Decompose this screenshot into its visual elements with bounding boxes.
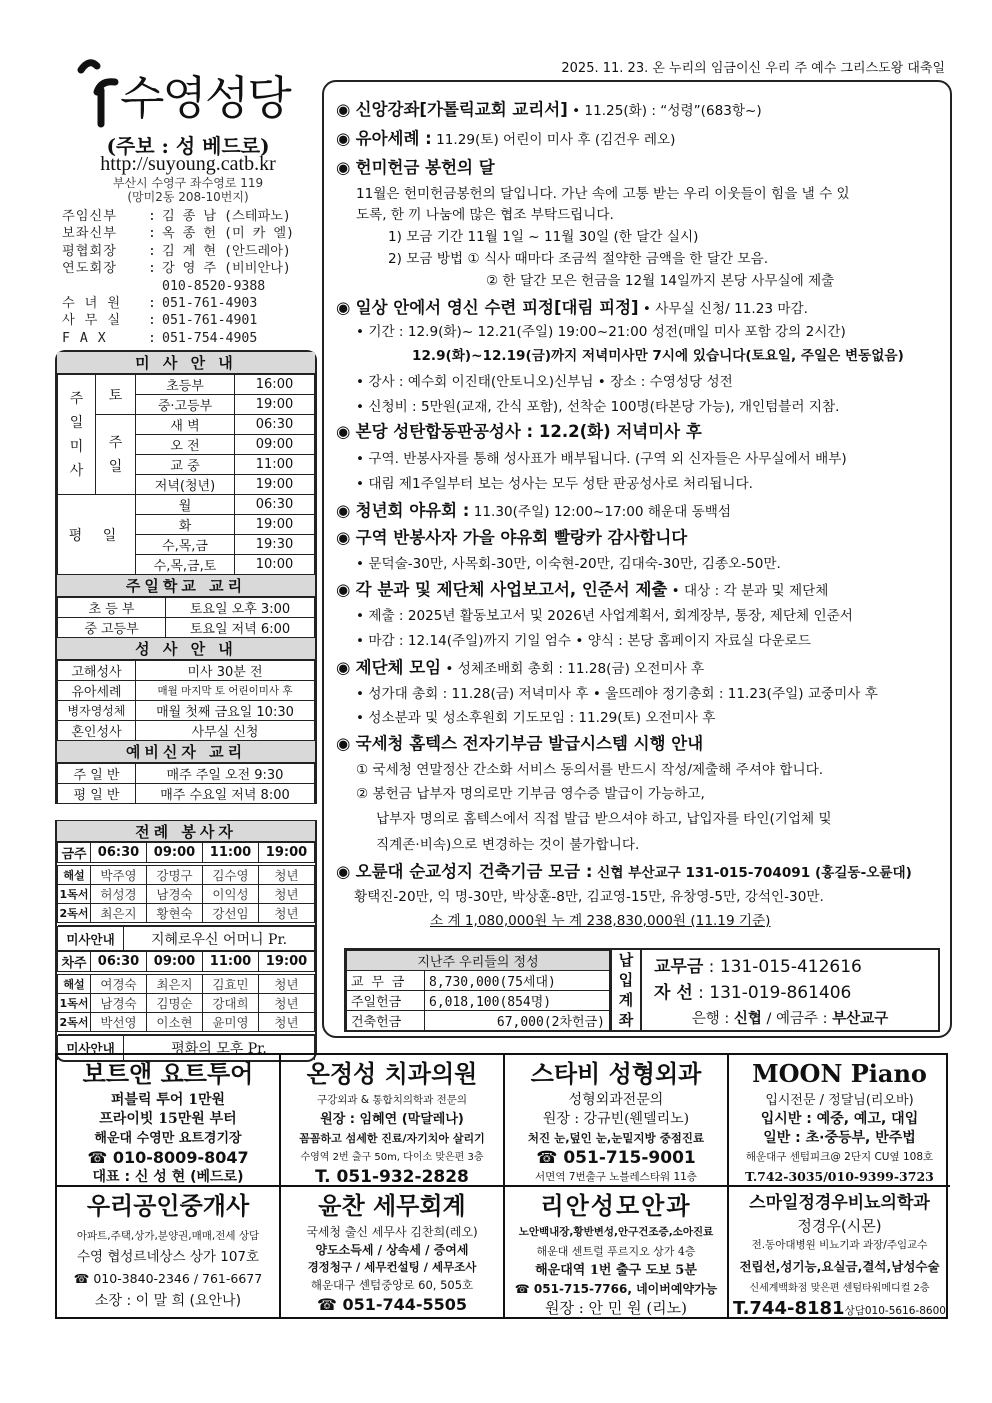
ad-line: 해운대구 센텀피크@ 2단지 CU옆 108호 xyxy=(745,1151,934,1163)
notice-line: 황택진-20만, 익 명-30만, 박상훈-8만, 김교영-15만, 유창영-5만, 강석인-30만. xyxy=(354,889,824,905)
mass-time: 09:00 xyxy=(235,435,315,455)
mass-time: 19:00 xyxy=(235,395,315,415)
staff-row: 사 무 실 : 051-761-4901 xyxy=(62,313,258,329)
mass-name: 화 xyxy=(136,515,235,535)
fund-totals: 소 계 1,080,000원 누 계 238,830,000원 (11.19 기준) xyxy=(430,913,771,929)
week-label: 차주 xyxy=(58,952,91,972)
ad-title: 우리공인중개사 xyxy=(86,1191,250,1220)
notice-line: ② 한 달간 모은 헌금을 12월 14일까지 본당 사무실에 제출 xyxy=(486,273,835,289)
ad-yacht-tour xyxy=(57,1055,281,1187)
guide-value: 평화의 모후 Pr. xyxy=(124,1036,315,1060)
address-line-2: (망미2동 208-10번지) xyxy=(127,190,249,204)
saturday-label: 토 xyxy=(96,375,136,415)
notice-group-meetings xyxy=(336,654,704,678)
notice-line: • 강사 : 예수회 이진태(안토니오)신부님 • 장소 : 수영성당 성전 xyxy=(356,374,733,390)
ads-grid xyxy=(55,1053,948,1319)
mass-name: 오 전 xyxy=(136,435,235,455)
ad-title: 보트앤 요트투어 xyxy=(82,1060,254,1088)
time-col: 06:30 xyxy=(91,843,147,863)
mass-time: 06:30 xyxy=(235,495,315,515)
ad-moon-piano xyxy=(729,1055,950,1187)
guide-label: 미사안내 xyxy=(58,1036,124,1060)
notice-detail: 신협 부산교구 131-015-704091 (홍길동-오륜대) xyxy=(592,865,912,881)
server-name: 황현숙 xyxy=(147,904,203,923)
server-name: 최은지 xyxy=(147,975,203,994)
server-name: 남경숙 xyxy=(147,885,203,904)
time-col: 19:00 xyxy=(259,843,315,863)
offering-value: 6,018,100(854명) xyxy=(425,991,610,1011)
mass-time: 10:00 xyxy=(235,555,315,575)
sacraments-title: 성 사 안 내 xyxy=(57,638,315,660)
mass-name: 수,목,금 xyxy=(136,535,235,555)
offering-label: 교 무 금 xyxy=(347,971,425,991)
row-label: 평 일 반 xyxy=(58,784,136,804)
notice-line: 납부자 명의로 홈텍스에서 직접 발급 받으셔야 하고, 납입자를 타인(기업체 및 xyxy=(376,811,832,827)
role-label: 2독서 xyxy=(58,1013,91,1032)
mass-name: 월 xyxy=(136,495,235,515)
staff-row xyxy=(62,278,312,295)
server-name: 청년 xyxy=(259,866,315,885)
ad-phone: ☎ 010-3840-2346 / 761-6677 xyxy=(73,1271,263,1286)
jubo-title: (주보 : 성 베드로) xyxy=(106,134,270,158)
notice-line: ② 봉헌금 납부자 명의로만 기부금 영수증 발급이 가능하고, xyxy=(356,786,705,802)
role-label: 1독서 xyxy=(58,885,91,904)
row-value: 매주 주일 오전 9:30 xyxy=(136,764,315,784)
server-name: 김효민 xyxy=(203,975,259,994)
time-col: 09:00 xyxy=(147,952,203,972)
server-name: 이소현 xyxy=(147,1013,203,1032)
catechumen-table xyxy=(57,763,315,804)
mass-schedule-table xyxy=(57,374,315,575)
staff-name: 옥 종 헌 (미 카 엘) xyxy=(162,226,295,242)
ad-line: 꼼꼼하고 섬세한 진료/자기치아 살리기 xyxy=(299,1132,485,1145)
offering-panel xyxy=(344,948,940,1032)
mass-name: 초등부 xyxy=(136,375,235,395)
offering-label: 건축헌금 xyxy=(347,1011,425,1031)
parish-logo xyxy=(75,50,305,130)
ad-line: 전.동아대병원 비뇨기과 과장/주임교수 xyxy=(751,1239,928,1251)
ad-line: 프라이빗 15만원 부터 xyxy=(99,1111,237,1127)
time-col: 09:00 xyxy=(147,843,203,863)
ad-title: 스마일정경우비뇨의학과 xyxy=(749,1193,930,1213)
time-col: 19:00 xyxy=(259,952,315,972)
row-label: 중 고등부 xyxy=(58,618,166,638)
server-name: 최은지 xyxy=(91,904,147,923)
notice-line: • 대림 제1주일부터 보는 성사는 모두 성탄 판공성사로 처리됩니다. xyxy=(356,476,753,492)
notice-line: ① 국세청 연말정산 간소화 서비스 동의서를 반드시 작성/제출해 주셔야 합니다. xyxy=(356,762,824,778)
sacraments-table xyxy=(57,660,315,741)
server-name: 박주영 xyxy=(91,866,147,885)
liturgy-this-week-table xyxy=(57,842,315,926)
bank-info xyxy=(654,1006,926,1032)
notice-line: • 제출 : 2025년 활동보고서 및 2026년 사업계획서, 회계장부, 통장, 제단체 인준서 xyxy=(356,608,853,624)
account-row xyxy=(654,954,926,980)
time-col: 06:30 xyxy=(91,952,147,972)
staff-row: 수 녀 원 : 051-761-4903 xyxy=(62,296,258,312)
mass-time: 19:30 xyxy=(235,535,315,555)
offering-value: 8,730,000(75세대) xyxy=(425,971,610,991)
server-name: 청년 xyxy=(259,975,315,994)
liturgy-title: 전례 봉사자 xyxy=(57,820,315,842)
ad-line: 해운대역 1번 출구 도보 5분 xyxy=(535,1263,697,1278)
notice-line: 11월은 헌미헌금봉헌의 달입니다. 가난 속에 고통 받는 우리 이웃들이 힘을 낼 수 있 xyxy=(356,186,850,202)
ad-line: 전립선,성기능,요실금,결석,남성수술 xyxy=(739,1259,940,1274)
server-name: 남경숙 xyxy=(91,994,147,1013)
ad-title: MOON Piano xyxy=(752,1059,927,1088)
server-name: 여경숙 xyxy=(91,975,147,994)
staff-phone: 010-8520-9388 xyxy=(162,278,266,294)
mass-time: 06:30 xyxy=(235,415,315,435)
staff-role: 주임신부 xyxy=(62,209,117,224)
server-name: 이익성 xyxy=(203,885,259,904)
bank-name: 신협 xyxy=(733,1011,762,1027)
weekday-label: 평 일 xyxy=(58,495,136,575)
server-name: 김수영 xyxy=(203,866,259,885)
mass-name: 교 중 xyxy=(136,455,235,475)
ad-line: 국세청 출신 세무사 김찬희(레오) xyxy=(306,1225,478,1239)
ad-line: 해운대 수영만 요트경기장 xyxy=(94,1131,242,1146)
offering-title: 지난주 우리들의 정성 xyxy=(347,951,610,971)
sunday-school-title: 주일학교 교리 xyxy=(57,575,315,597)
notice-detail: • 사무실 신청/ 11.23 마감. xyxy=(638,301,808,317)
notice-title: ◉ 본당 성탄합동판공성사 : 12.2(화) 저녁미사 후 xyxy=(336,422,702,441)
row-label: 초 등 부 xyxy=(58,598,166,618)
staff-row: 평협회장 : 김 계 현 (안드레아) xyxy=(62,243,291,259)
row-value: 사무실 신청 xyxy=(136,721,315,741)
sunday-label: 주 일 xyxy=(96,415,136,495)
ad-line: 노안백내장,황반변성,안구건조증,소아진료 xyxy=(518,1226,714,1238)
row-value: 매주 수요일 저녁 8:00 xyxy=(136,784,315,804)
address xyxy=(58,176,318,204)
row-label: 유아세례 xyxy=(58,681,136,701)
ad-line: 경정청구 / 세무컨설팅 / 세무조사 xyxy=(307,1260,477,1274)
ad-line: 원장 : 임혜연 (막달레나) xyxy=(320,1112,464,1127)
account-row xyxy=(654,980,926,1006)
server-name: 강선임 xyxy=(203,904,259,923)
notice-title: ◉ 헌미헌금 봉헌의 달 xyxy=(336,158,495,177)
server-name: 청년 xyxy=(259,1013,315,1032)
notice-line: • 문덕술-30만, 사목회-30만, 이숙현-20만, 김대숙-30만, 김종오-50만. xyxy=(356,556,781,572)
cross-logo-icon xyxy=(75,50,125,130)
staff-phone: 051-761-4901 xyxy=(162,313,258,329)
sunday-school-table xyxy=(57,597,315,638)
mass-time: 19:00 xyxy=(235,475,315,495)
ad-line: 입시반 : 예중, 예고, 대입 xyxy=(760,1111,919,1127)
server-name: 강대희 xyxy=(203,994,259,1013)
ad-line: 대표 : 신 성 현 (베드로) xyxy=(92,1169,244,1185)
account-list xyxy=(642,950,938,1030)
staff-phone: 051-761-4903 xyxy=(162,296,258,312)
ad-phone: ☎ 010-8009-8047 xyxy=(87,1148,249,1167)
notice-title: ◉ 구역 반봉사자 가을 야유회 빨랑카 감사합니다 xyxy=(336,528,687,547)
server-name: 청년 xyxy=(259,904,315,923)
notice-detail: • 대상 : 각 분과 및 제단체 xyxy=(667,583,829,599)
time-col: 11:00 xyxy=(203,952,259,972)
ad-phone: ☎ 051-715-7766, 네이버예약가능 xyxy=(514,1282,718,1296)
server-name: 청년 xyxy=(259,994,315,1013)
deposit-account-label xyxy=(610,950,642,1030)
staff-name: 김 종 남 (스테파노) xyxy=(162,209,291,224)
notice-infant-baptism xyxy=(336,125,675,149)
staff-phone: 051-754-4905 xyxy=(162,330,258,346)
offering-table xyxy=(346,950,610,1031)
server-name: 윤미영 xyxy=(203,1013,259,1032)
ad-eye-clinic xyxy=(505,1187,729,1319)
mass-name: 수,목,금,토 xyxy=(136,555,235,575)
staff-role: 평협회장 xyxy=(62,243,117,259)
notice-line: 1) 모금 기간 11월 1일 ~ 11월 30일 (한 달간 실시) xyxy=(388,229,699,245)
notice-title: ◉ 오륜대 순교성지 건축기금 모금 : xyxy=(336,862,592,881)
ad-line: 퍼블릭 투어 1만원 xyxy=(110,1092,226,1108)
label-char: 납 xyxy=(618,951,634,969)
account-number: : 131-015-412616 xyxy=(703,957,862,977)
staff-row: 주임신부 : 김 종 남 (스테파노) xyxy=(62,209,291,224)
mass-name: 새 벽 xyxy=(136,415,235,435)
notice-detail: 11.29(토) 어린이 미사 후 (김건우 레오) xyxy=(431,132,676,148)
mass-time: 19:00 xyxy=(235,515,315,535)
notice-title: ◉ 유아세례 : xyxy=(336,129,432,148)
ad-phone: ☎ 051-715-9001 xyxy=(536,1148,696,1168)
role-label: 해설 xyxy=(58,866,91,885)
staff-name: 강 영 주 (비비안나) xyxy=(162,261,291,277)
liturgy-servers-panel xyxy=(55,820,317,1062)
row-value: 토요일 저녁 6:00 xyxy=(166,618,315,638)
ad-urology xyxy=(729,1187,950,1319)
account-label: 교무금 xyxy=(654,957,704,977)
ad-line: 양도소득세 / 상속세 / 증여세 xyxy=(315,1243,469,1257)
week-label: 금주 xyxy=(58,843,91,863)
ad-line: 성형외과전문의 xyxy=(568,1092,664,1108)
liturgy-next-week-table xyxy=(57,951,315,1035)
ad-line: 해운대 센트럴 푸르지오 상가 4층 xyxy=(536,1245,696,1258)
label-char: 좌 xyxy=(618,1011,634,1029)
staff-name: 김 계 현 (안드레아) xyxy=(162,243,291,259)
ad-title: 스타비 성형외과 xyxy=(530,1060,702,1088)
ad-consult-phone: 상담010-5616-8600 xyxy=(844,1305,946,1317)
ad-title: 리안성모안과 xyxy=(540,1192,692,1220)
ad-line: 신세계백화점 맞은편 센텀타워메디컬 2층 xyxy=(749,1283,930,1294)
staff-row: 연도회장 : 강 영 주 (비비안나) xyxy=(62,261,291,277)
ad-line: 서면역 7번출구 노블레스타워 11층 xyxy=(535,1171,697,1183)
mass-time: 16:00 xyxy=(235,375,315,395)
notice-line: 직계존·비속)으로 변경하는 것이 불가합니다. xyxy=(376,837,640,853)
ad-line: 정경우(시몬) xyxy=(797,1217,882,1235)
label-char: 입 xyxy=(618,971,634,989)
ad-line: 구강외과 & 통합치의학과 전문의 xyxy=(316,1094,468,1106)
guide-value: 지혜로우신 어머니 Pr. xyxy=(124,927,315,951)
liturgy-this-week-guide xyxy=(57,926,315,951)
notice-rice-offering xyxy=(336,154,495,178)
account-label: 자 선 xyxy=(654,983,693,1003)
notice-line: 12.9(화)~12.19(금)까지 저녁미사만 7시에 있습니다(토요일, 주일은 변동없음) xyxy=(412,348,904,364)
row-label: 병자영성체 xyxy=(58,701,136,721)
ad-phone: T. 051-932-2828 xyxy=(315,1167,469,1187)
holder-prefix: / 예금주 : xyxy=(761,1011,833,1027)
ad-line: 소장 : 이 말 희 (요안나) xyxy=(94,1293,242,1309)
ad-title: 온정성 치과의원 xyxy=(306,1060,478,1088)
notice-line: • 마감 : 12.14(주일)까지 기일 엄수 • 양식 : 본당 홈페이지 자료실 다운로드 xyxy=(356,633,811,649)
staff-role: 연도회장 xyxy=(62,261,117,277)
ad-phone: T.744-8181 xyxy=(733,1298,845,1319)
ad-plastic-surgery xyxy=(505,1055,729,1187)
notice-detail: 11.30(주일) 12:00~17:00 해운대 동백섬 xyxy=(469,504,731,520)
row-label: 고해성사 xyxy=(58,661,136,681)
notice-youth-picnic xyxy=(336,497,731,521)
notice-title: ◉ 일상 안에서 영신 수련 피정[대림 피정] xyxy=(336,298,639,317)
ad-phone: T.742-3035/010-9399-3723 xyxy=(745,1169,934,1184)
notices-panel xyxy=(322,80,952,1038)
role-label: 2독서 xyxy=(58,904,91,923)
row-value: 토요일 오후 3:00 xyxy=(166,598,315,618)
row-label: 주 일 반 xyxy=(58,764,136,784)
website-link[interactable]: http://suyoung.catb.kr xyxy=(100,153,276,175)
ad-line: 일반 : 초·중등부, 반주법 xyxy=(763,1130,916,1146)
notice-line: • 성가대 총회 : 11.28(금) 저녁미사 후 • 울뜨레야 정기총회 : 11.23(주일) 교중미사 후 xyxy=(356,686,878,702)
ad-line: 원장 : 안 민 원 (리노) xyxy=(544,1299,688,1317)
server-name: 강명구 xyxy=(147,866,203,885)
ad-line: 처진 눈,덮인 눈,눈밑지방 중점진료 xyxy=(527,1131,705,1145)
notice-line: • 기간 : 12.9(화)~ 12.21(주일) 19:00~21:00 성전(매일 미사 포함 강의 2시간) xyxy=(356,324,846,340)
ad-tax-accountant xyxy=(281,1187,505,1319)
server-name: 김명순 xyxy=(147,994,203,1013)
server-name: 청년 xyxy=(259,885,315,904)
notice-advent-retreat xyxy=(336,294,808,318)
address-line-1: 부산시 수영구 좌수영로 119 xyxy=(112,176,264,190)
ad-line: 아파트,주택,상가,분양권,매매,전세 상담 xyxy=(76,1230,260,1242)
row-value: 매월 첫째 금요일 10:30 xyxy=(136,701,315,721)
offering-value: 67,000(2차헌금) xyxy=(425,1011,610,1031)
staff-row: F A X : 051-754-4905 xyxy=(62,330,258,346)
account-holder: 부산교구 xyxy=(832,1011,889,1027)
time-col: 11:00 xyxy=(203,843,259,863)
ad-line: 수영 협성르네상스 상가 107호 xyxy=(76,1249,260,1265)
notice-title: ◉ 신앙강좌[가톨릭교회 교리서] xyxy=(336,100,568,119)
mass-name: 저녁(청년) xyxy=(136,475,235,495)
notice-title: ◉ 국세청 홈텍스 전자기부금 발급시스템 시행 안내 xyxy=(336,734,703,753)
ad-dental xyxy=(281,1055,505,1187)
notice-line: • 성소분과 및 성소후원회 기도모임 : 11.29(토) 오전미사 후 xyxy=(356,710,716,726)
notice-faith-lecture xyxy=(336,96,762,120)
staff-role: 보좌신부 xyxy=(62,226,117,242)
notice-thanks xyxy=(336,524,687,548)
guide-label: 미사안내 xyxy=(58,927,124,951)
ad-phone: ☎ 051-744-5505 xyxy=(316,1295,468,1314)
row-value: 매월 마지막 토 어린이미사 후 xyxy=(136,681,315,701)
ad-title: 윤찬 세무회계 xyxy=(318,1192,466,1220)
notice-line: 도록, 한 끼 나눔에 많은 협조 부탁드립니다. xyxy=(356,207,614,223)
notice-detail: • 11.25(화) : “성령”(683항~) xyxy=(567,103,762,119)
role-label: 해설 xyxy=(58,975,91,994)
notice-line: • 신청비 : 5만원(교재, 간식 포함), 선착순 100명(타본당 가능), 개인텀블러 지참. xyxy=(356,399,840,415)
notice-line: • 구역. 반봉사자를 통해 성사표가 배부됩니다. (구역 외 신자들은 사무실에서 배부) xyxy=(356,451,847,467)
server-name: 박선영 xyxy=(91,1013,147,1032)
account-number: : 131-019-861406 xyxy=(692,983,852,1003)
staff-role: 수 녀 원 xyxy=(62,296,122,312)
ad-line: 수영역 2번 출구 50m, 다이소 맞은편 3층 xyxy=(300,1152,484,1163)
notice-christmas-confession xyxy=(336,418,702,442)
offering-label: 주일헌금 xyxy=(347,991,425,1011)
staff-role: F A X xyxy=(62,330,107,346)
notice-line: 2) 모금 방법 ① 식사 때마다 조금씩 절약한 금액을 한 달간 모음. xyxy=(388,251,769,267)
staff-directory xyxy=(62,208,312,347)
mass-schedule-title: 미 사 안 내 xyxy=(57,352,315,374)
role-label: 1독서 xyxy=(58,994,91,1013)
notice-detail: • 성체조배회 총회 : 11.28(금) 오전미사 후 xyxy=(441,661,705,677)
mass-time: 11:00 xyxy=(235,455,315,475)
bank-prefix: 은행 : xyxy=(691,1011,734,1027)
notice-hometax xyxy=(336,730,703,754)
date-liturgical-day: 2025. 11. 23. 온 누리의 임금이신 우리 주 예수 그리스도왕 대축일 xyxy=(561,61,945,76)
notice-reports xyxy=(336,576,828,600)
row-label: 혼인성사 xyxy=(58,721,136,741)
mass-name: 중·고등부 xyxy=(136,395,235,415)
ad-line: 원장 : 강규빈(웬델리노) xyxy=(542,1111,690,1127)
row-value: 미사 30분 전 xyxy=(136,661,315,681)
ad-line: 해운대구 센텀중앙로 60, 505호 xyxy=(310,1278,474,1292)
ad-realtor xyxy=(57,1187,281,1319)
parish-name: 수영성당 xyxy=(120,71,290,125)
notice-title: ◉ 제단체 모임 xyxy=(336,658,441,677)
notice-shrine-fund xyxy=(336,858,912,882)
staff-role: 사 무 실 xyxy=(62,313,122,329)
catechumen-title: 예비신자 교리 xyxy=(57,741,315,763)
ad-line: 입시전문 / 정달님(리오바) xyxy=(765,1093,914,1108)
notice-title: ◉ 각 분과 및 제단체 사업보고서, 인준서 제출 xyxy=(336,580,667,599)
server-name: 허성경 xyxy=(91,885,147,904)
mass-schedule-panel xyxy=(55,350,317,804)
staff-row: 보좌신부 : 옥 종 헌 (미 카 엘) xyxy=(62,226,295,242)
label-char: 계 xyxy=(618,991,634,1009)
sunday-mass-label: 주 일 미 사 xyxy=(58,375,96,495)
notice-title: ◉ 청년회 야유회 : xyxy=(336,501,469,520)
